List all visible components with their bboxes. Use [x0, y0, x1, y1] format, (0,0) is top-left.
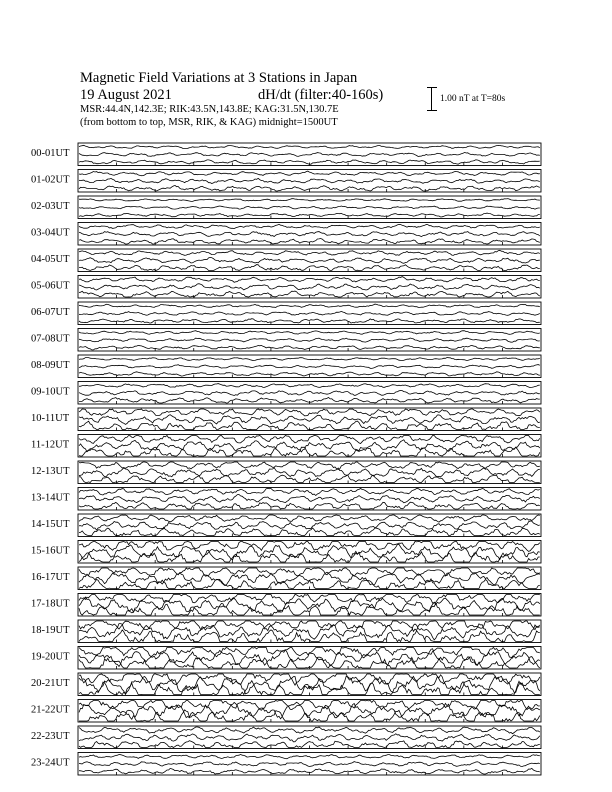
trace-kag: [79, 515, 540, 522]
trace-kag: [79, 250, 540, 255]
trace-rik: [79, 734, 540, 742]
hour-row: [31, 461, 541, 484]
hour-row: [31, 170, 541, 193]
trace-kag: [79, 171, 540, 176]
hour-row: [31, 726, 541, 749]
station-order-note: (from bottom to top, MSR, RIK, & KAG) midnight=1500UT: [80, 117, 338, 128]
station-coordinates: MSR:44.4N,142.3E; RIK:43.5N,143.8E; KAG:31.5N,130.7E: [80, 104, 339, 115]
trace-rik: [79, 495, 540, 504]
trace-kag: [79, 384, 540, 388]
hour-row: [31, 249, 541, 272]
hour-row: [31, 647, 541, 670]
trace-kag: [79, 409, 540, 416]
hour-label: 01-02UT: [31, 174, 70, 186]
trace-kag: [79, 331, 540, 335]
hour-label: 19-20UT: [31, 651, 70, 663]
hour-label: 10-11UT: [31, 413, 70, 424]
trace-rik: [79, 391, 540, 396]
hour-row: [31, 488, 541, 511]
hour-label: 18-19UT: [31, 625, 70, 636]
trace-rik: [79, 468, 540, 477]
trace-rik: [79, 206, 540, 209]
hour-label: 07-08UT: [31, 333, 70, 345]
hour-label: 09-10UT: [31, 386, 70, 398]
hour-label: 06-07UT: [31, 307, 70, 318]
quantity-label: dH/dt (filter:40-160s): [258, 87, 384, 103]
hour-label: 17-18UT: [31, 598, 70, 610]
trace-rik: [79, 232, 540, 237]
trace-kag: [79, 727, 540, 734]
hour-row: [31, 567, 541, 590]
hour-row: [31, 435, 541, 458]
trace-rik: [79, 311, 540, 315]
hour-row: [31, 276, 541, 299]
trace-rik: [79, 338, 540, 342]
hour-row: [31, 143, 541, 166]
trace-kag: [79, 224, 540, 228]
trace-msr: [79, 630, 540, 642]
hour-label: 23-24UT: [31, 757, 70, 769]
hour-frame: [78, 620, 541, 643]
hour-label: 03-04UT: [31, 227, 70, 239]
hour-label: 11-12UT: [31, 439, 70, 451]
chart-title: Magnetic Field Variations at 3 Stations in Japan: [80, 70, 358, 86]
trace-rik: [79, 257, 540, 263]
hour-row: [31, 753, 541, 776]
trace-kag: [79, 145, 540, 148]
hour-row: [31, 673, 541, 696]
hour-label: 13-14UT: [31, 492, 70, 504]
hour-row: [31, 514, 541, 537]
hour-row: [31, 700, 541, 723]
trace-rik: [79, 365, 540, 369]
hour-label: 22-23UT: [31, 731, 70, 742]
trace-rik: [79, 675, 540, 695]
trace-kag: [79, 754, 540, 758]
trace-rik: [79, 649, 540, 667]
hour-label: 16-17UT: [31, 572, 70, 583]
hour-label: 08-09UT: [31, 360, 70, 371]
hour-frame: [78, 488, 541, 511]
trace-rik: [79, 762, 540, 767]
hour-label: 12-13UT: [31, 466, 70, 477]
hour-row: [31, 408, 541, 431]
trace-kag: [79, 277, 540, 283]
date-label: 19 August 2021: [80, 87, 172, 103]
hour-row: [31, 329, 541, 352]
scale-label: 1.00 nT at T=80s: [440, 94, 506, 104]
trace-rik: [79, 178, 540, 183]
hour-row: [31, 382, 541, 405]
hour-label: 00-01UT: [31, 148, 70, 159]
hour-row: [31, 196, 541, 219]
hour-row: [31, 223, 541, 246]
trace-rik: [79, 572, 540, 585]
hour-label: 15-16UT: [31, 545, 70, 557]
hour-label: 21-22UT: [31, 704, 70, 716]
hour-label: 20-21UT: [31, 678, 70, 689]
trace-kag: [79, 304, 540, 307]
trace-kag: [79, 462, 540, 469]
hour-label: 14-15UT: [31, 519, 70, 530]
hour-row: [31, 302, 541, 325]
trace-rik: [79, 415, 540, 425]
hour-label: 05-06UT: [31, 280, 70, 292]
hour-row: [31, 620, 541, 643]
hour-label: 02-03UT: [31, 201, 70, 212]
trace-rik: [79, 152, 540, 156]
trace-kag: [79, 542, 540, 552]
trace-rik: [79, 521, 540, 530]
trace-msr: [79, 398, 540, 404]
trace-kag: [79, 489, 540, 496]
hour-row: [31, 355, 541, 378]
trace-rik: [79, 597, 540, 613]
hour-label: 04-05UT: [31, 254, 70, 265]
trace-kag: [79, 358, 540, 361]
hour-row: [31, 594, 541, 617]
trace-rik: [79, 284, 540, 290]
hour-row: [31, 541, 541, 564]
trace-kag: [79, 199, 540, 202]
